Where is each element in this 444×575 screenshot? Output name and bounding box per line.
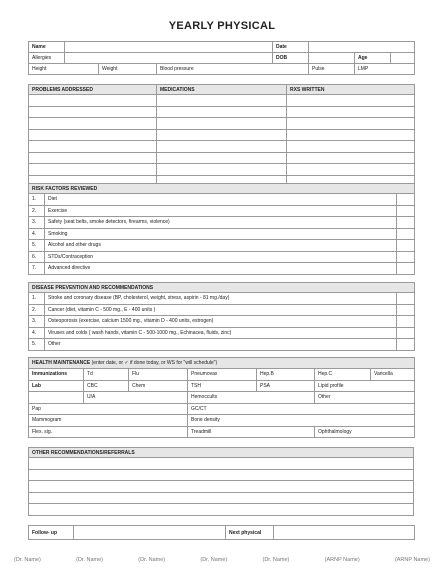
mammogram-cell[interactable]: Mammogram [29, 415, 188, 427]
pneumovax-cell[interactable]: Pneumovax [188, 369, 257, 381]
risk-check-cell[interactable] [397, 194, 415, 206]
prevention-item-label: Cancer (diet, vitamin C - 500 mg., E - 400 units ) [45, 304, 397, 316]
medication-cell[interactable] [157, 106, 287, 118]
problem-cell[interactable] [29, 129, 157, 141]
lab-other-cell[interactable]: Other [315, 392, 415, 404]
medication-cell[interactable] [157, 152, 287, 164]
problem-cell[interactable] [29, 141, 157, 153]
problems-header: PROBLEMS ADDRESSED [29, 85, 157, 95]
medication-cell[interactable] [157, 141, 287, 153]
name-field[interactable] [65, 42, 273, 53]
prevention-number: 3. [29, 316, 45, 328]
problem-cell[interactable] [29, 118, 157, 130]
risk-check-cell[interactable] [397, 205, 415, 217]
problem-cell[interactable] [29, 106, 157, 118]
medication-cell[interactable] [157, 164, 287, 176]
risk-item-label: Advanced directive [45, 263, 397, 275]
pulse-label: Pulse [309, 64, 355, 75]
risk-item-label: Safety (seat belts, smoke detectors, firearms, violence) [45, 217, 397, 229]
risk-item-label: Alcohol and other drugs [45, 240, 397, 252]
lmp-label: LMP [355, 64, 415, 75]
next-physical-field[interactable] [274, 526, 415, 540]
cbc-cell[interactable]: CBC [84, 380, 129, 392]
weight-label: Weight [99, 64, 157, 75]
followup-table [28, 525, 415, 540]
prevention-number: 4. [29, 327, 45, 339]
provider-name: (Dr. Name) [138, 557, 166, 563]
risk-check-cell[interactable] [397, 240, 415, 252]
chem-cell[interactable]: Chem [129, 380, 188, 392]
dob-label: DOB [273, 53, 309, 64]
risk-factors-table [28, 183, 415, 275]
flex-sig-cell[interactable]: Flex. sig. [29, 426, 188, 438]
disease-prevention-table [28, 282, 415, 351]
provider-name: (Dr. Name) [262, 557, 290, 563]
prevention-item-label: Other [45, 339, 397, 351]
medications-header: MEDICATIONS [157, 85, 287, 95]
rx-cell[interactable] [287, 106, 415, 118]
health-header-title: HEALTH MAINTENANCE [32, 360, 91, 366]
risk-item-label: Smoking [45, 228, 397, 240]
risk-check-cell[interactable] [397, 251, 415, 263]
problems-table [28, 84, 415, 187]
height-label: Height [29, 64, 99, 75]
rx-cell[interactable] [287, 152, 415, 164]
td-cell[interactable]: Td [84, 369, 129, 381]
referral-line[interactable] [29, 492, 414, 504]
prevention-check-cell[interactable] [397, 339, 415, 351]
bone-density-cell[interactable]: Bone density [188, 415, 415, 427]
flu-cell[interactable]: Flu [129, 369, 188, 381]
age-field[interactable] [391, 53, 415, 64]
followup-label: Follow- up [29, 526, 74, 540]
risk-header: RISK FACTORS REVIEWED [29, 184, 415, 194]
referral-line[interactable] [29, 469, 414, 481]
followup-field[interactable] [74, 526, 226, 540]
provider-name: (ARNP Name) [394, 557, 430, 563]
risk-check-cell[interactable] [397, 217, 415, 229]
prevention-check-cell[interactable] [397, 327, 415, 339]
referral-line[interactable] [29, 504, 414, 516]
prevention-item-label: Osteoporosis (exercise, calcium 1500 mg., vitamin D - 400 units, estrogen) [45, 316, 397, 328]
varicella-cell[interactable]: Varicella [371, 369, 415, 381]
risk-number: 7. [29, 263, 45, 275]
problem-cell[interactable] [29, 152, 157, 164]
rx-cell[interactable] [287, 118, 415, 130]
rx-cell[interactable] [287, 95, 415, 107]
rx-cell[interactable] [287, 129, 415, 141]
treadmill-cell[interactable]: Treadmill [188, 426, 315, 438]
hepb-cell[interactable]: Hep.B [257, 369, 315, 381]
referrals-table [28, 447, 414, 516]
lab-label: Lab [29, 380, 84, 392]
hepc-cell[interactable]: Hep.C [315, 369, 371, 381]
prevention-header: DISEASE PREVENTION AND RECOMMENDATIONS [29, 283, 415, 293]
lipid-cell[interactable]: Lipid profile [315, 380, 415, 392]
prevention-number: 2. [29, 304, 45, 316]
prevention-check-cell[interactable] [397, 304, 415, 316]
health-header [29, 358, 415, 369]
prevention-item-label: Viruses and colds ( wash hands, vitamin C - 500-1000 mg., Echinacea, fluids, zinc) [45, 327, 397, 339]
rx-cell[interactable] [287, 164, 415, 176]
psa-cell[interactable]: PSA [257, 380, 315, 392]
allergies-label: Allergies [29, 53, 65, 64]
footer-provider-names [14, 557, 430, 563]
ua-cell[interactable]: U/A [84, 392, 188, 404]
prevention-item-label: Stroke and coronary disease (BP, cholesterol, weight, stress, aspirin - 81 mg./day) [45, 293, 397, 305]
medication-cell[interactable] [157, 129, 287, 141]
date-label: Date [273, 42, 309, 53]
risk-item-label: Exercise [45, 205, 397, 217]
provider-name: (Dr. Name) [14, 557, 41, 563]
hemoccults-cell[interactable]: Hemoccults [188, 392, 315, 404]
date-field[interactable] [309, 42, 415, 53]
bp-label: Blood pressure [157, 64, 309, 75]
risk-item-label: STDs/Contraception [45, 251, 397, 263]
dob-field[interactable] [309, 53, 355, 64]
health-header-note: (enter date, or ✓ if done today, or WS for "will schedule") [91, 360, 218, 366]
lab-spacer [29, 392, 84, 404]
next-physical-label: Next physical [226, 526, 274, 540]
name-label: Name [29, 42, 65, 53]
risk-check-cell[interactable] [397, 263, 415, 275]
gcct-cell[interactable]: GC/CT [188, 403, 415, 415]
risk-number: 1. [29, 194, 45, 206]
referrals-header: OTHER RECOMMENDATIONS/REFERRALS [29, 448, 414, 458]
rxs-header: RXS WRITTEN [287, 85, 415, 95]
prevention-number: 5. [29, 339, 45, 351]
prevention-check-cell[interactable] [397, 293, 415, 305]
problem-cell[interactable] [29, 95, 157, 107]
risk-number: 6. [29, 251, 45, 263]
pap-cell[interactable]: Pap [29, 403, 188, 415]
referral-line[interactable] [29, 458, 414, 470]
risk-number: 2. [29, 205, 45, 217]
problem-cell[interactable] [29, 164, 157, 176]
tsh-cell[interactable]: TSH [188, 380, 257, 392]
page-title: YEARLY PHYSICAL [168, 20, 276, 32]
prevention-check-cell[interactable] [397, 316, 415, 328]
risk-item-label: Diet [45, 194, 397, 206]
prevention-number: 1. [29, 293, 45, 305]
risk-number: 4. [29, 228, 45, 240]
medication-cell[interactable] [157, 95, 287, 107]
risk-number: 5. [29, 240, 45, 252]
age-label: Age [355, 53, 391, 64]
immunizations-label: Immunizations [29, 369, 84, 381]
risk-number: 3. [29, 217, 45, 229]
patient-info-table [28, 41, 415, 75]
provider-name: (ARNP Name) [324, 557, 360, 563]
provider-name: (Dr. Name) [200, 557, 228, 563]
health-maintenance-table [28, 357, 415, 438]
referral-line[interactable] [29, 481, 414, 493]
risk-check-cell[interactable] [397, 228, 415, 240]
medication-cell[interactable] [157, 118, 287, 130]
rx-cell[interactable] [287, 141, 415, 153]
provider-name: (Dr. Name) [76, 557, 104, 563]
ophthalmology-cell[interactable]: Ophthalmology [315, 426, 415, 438]
allergies-field[interactable] [65, 53, 273, 64]
